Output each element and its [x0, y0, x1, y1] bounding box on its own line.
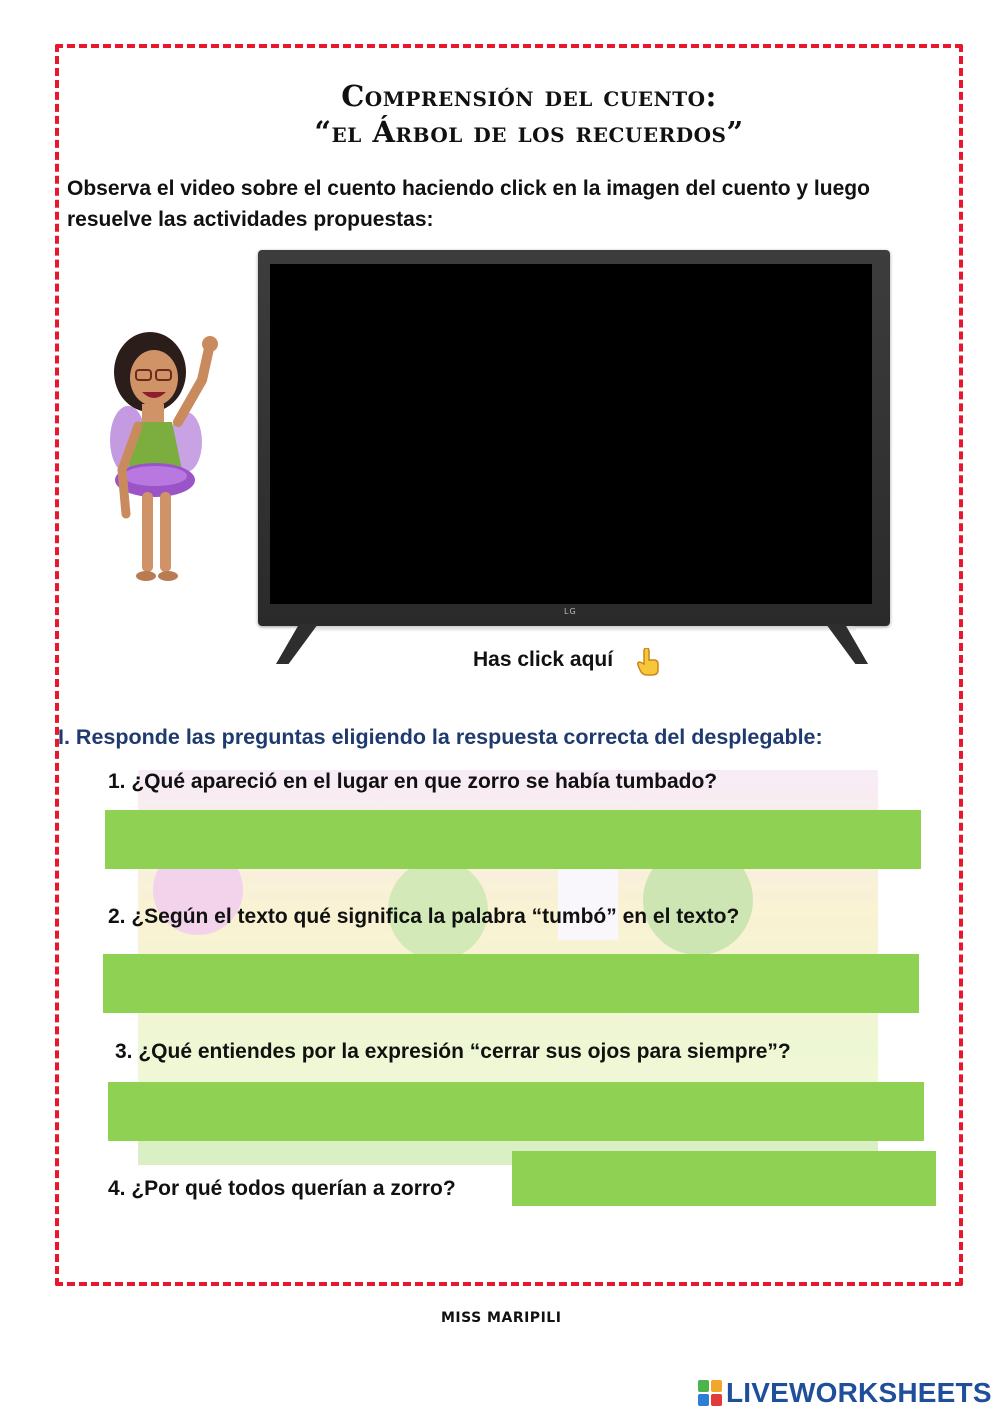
question-2: 2. ¿Según el texto qué significa la palabra “tumbó” en el texto?: [108, 905, 740, 928]
tv-stand-right: [826, 624, 868, 664]
answer-dropdown-2[interactable]: [103, 954, 919, 1013]
title-line-2: “el Árbol de los recuerdos”: [314, 115, 744, 149]
worksheet-title: [0, 78, 1000, 150]
tv-brand-logo: LG: [564, 607, 577, 616]
author-signature: MISS MARIPILI: [441, 1310, 562, 1326]
brand-name: LIVEWORKSHEETS: [726, 1377, 992, 1408]
video-tv-button[interactable]: [256, 248, 892, 666]
tv-screen: [270, 264, 872, 604]
answer-dropdown-1[interactable]: [105, 810, 921, 869]
liveworksheets-logo-icon: [698, 1380, 722, 1406]
tv-base-shadow: [296, 626, 856, 632]
tv-bezel: [258, 250, 890, 626]
answer-dropdown-4[interactable]: [512, 1151, 936, 1206]
liveworksheets-brand[interactable]: [698, 1376, 992, 1410]
click-here-link[interactable]: Has click aquí: [473, 648, 614, 671]
pointing-hand-icon[interactable]: [636, 648, 660, 676]
question-3: 3. ¿Qué entiendes por la expresión “cerrar sus ojos para siempre”?: [115, 1040, 791, 1063]
tv-stand-left: [276, 624, 318, 664]
answer-dropdown-3[interactable]: [108, 1082, 924, 1141]
teacher-fairy-avatar: [98, 330, 243, 585]
title-line-1: Comprensión del cuento:: [341, 79, 717, 113]
instructions-text: Observa el video sobre el cuento haciendo click en la imagen del cuento y luego resuelve las actividades propuestas:: [67, 177, 870, 231]
section-heading: I. Responde las preguntas eligiendo la respuesta correcta del desplegable:: [58, 725, 823, 749]
question-1: 1. ¿Qué apareció en el lugar en que zorro se había tumbado?: [108, 770, 718, 793]
question-4: 4. ¿Por qué todos querían a zorro?: [108, 1177, 456, 1200]
